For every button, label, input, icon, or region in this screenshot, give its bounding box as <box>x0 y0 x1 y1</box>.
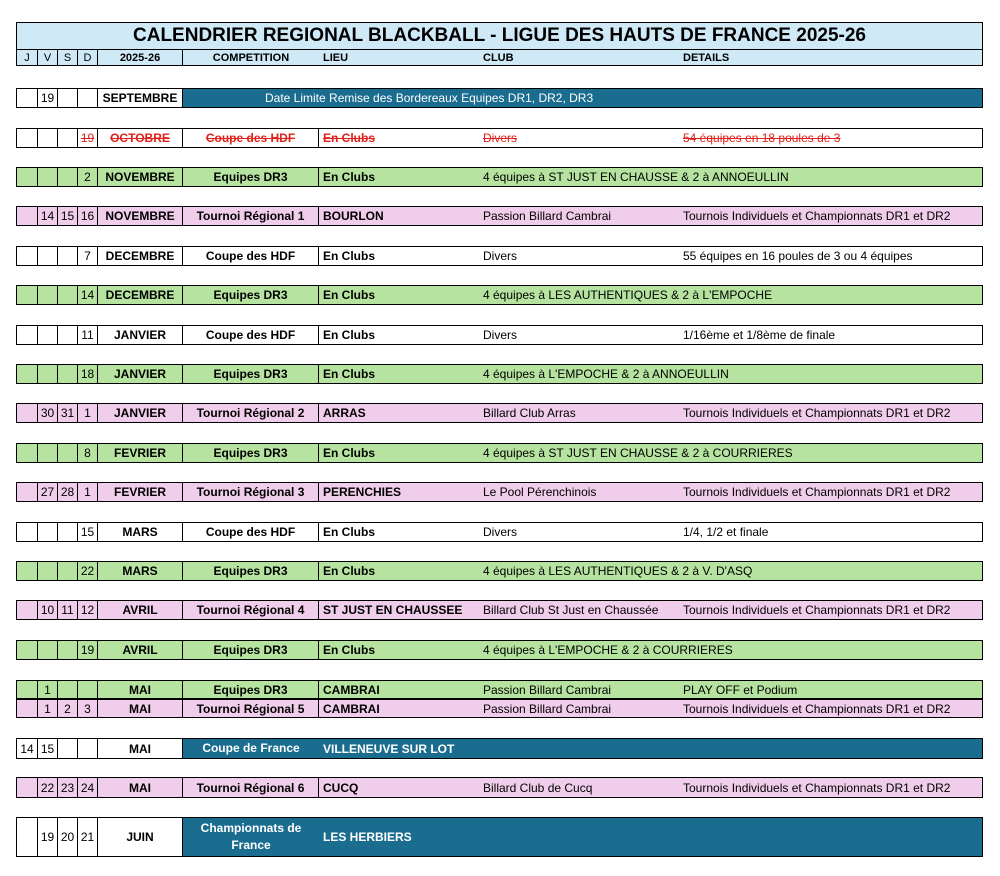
cell-competition: Equipes DR3 <box>183 168 319 186</box>
cell-month: MARS <box>98 562 183 580</box>
cell-month: MAI <box>98 681 183 698</box>
cell-lieu: CAMBRAI <box>323 682 380 697</box>
cell-lieu: En Clubs <box>323 328 376 342</box>
cell-j <box>17 247 38 265</box>
cell-v <box>38 444 58 462</box>
cell-details: Tournois Individuels et Championnats DR1 et DR2 <box>683 406 951 420</box>
cell-j <box>17 818 38 856</box>
table-row <box>16 600 983 620</box>
cell-club: Billard Club Arras <box>483 406 576 420</box>
cell-v <box>38 562 58 580</box>
cell-competition: Coupe des HDF <box>183 129 319 147</box>
table-row <box>16 167 983 187</box>
cell-d: 1 <box>78 404 98 422</box>
cell-lieu: En Clubs <box>323 564 376 578</box>
cell-lieu: VILLENEUVE SUR LOT <box>323 741 455 756</box>
cell-j: 14 <box>17 739 38 758</box>
cell-j <box>17 404 38 422</box>
cell-d: 14 <box>78 286 98 304</box>
cell-details: Tournois Individuels et Championnats DR1 et DR2 <box>683 209 951 223</box>
cell-competition: Championnats de France <box>200 821 302 852</box>
cell-v <box>38 286 58 304</box>
cell-s <box>58 681 78 698</box>
cell-v: 19 <box>38 89 58 107</box>
cell-j <box>17 89 38 107</box>
cell-j <box>17 168 38 186</box>
cell-lieu: LES HERBIERS <box>323 830 412 844</box>
cell-lieu: En Clubs <box>323 367 376 381</box>
header-details: DETAILS <box>683 51 730 64</box>
cell-lieu: En Clubs <box>323 446 376 460</box>
cell-details <box>679 365 982 383</box>
cell-d: 15 <box>78 523 98 541</box>
cell-lieu: BOURLON <box>323 209 384 223</box>
cell-s <box>58 444 78 462</box>
cell-details: 1/4, 1/2 et finale <box>683 525 769 539</box>
cell-d: 1 <box>78 483 98 501</box>
cell-month: NOVEMBRE <box>98 207 183 225</box>
cell-lieu: En Clubs <box>323 131 376 145</box>
cell-month: DECEMBRE <box>98 247 183 265</box>
cell-competition: Coupe des HDF <box>183 523 319 541</box>
table-row <box>16 88 983 108</box>
cell-v: 1 <box>38 700 58 717</box>
cell-v: 22 <box>38 778 58 797</box>
cell-competition: Coupe des HDF <box>183 247 319 265</box>
cell-competition: Tournoi Régional 2 <box>183 404 319 422</box>
cell-j <box>17 207 38 225</box>
cell-d <box>78 681 98 698</box>
table-row <box>16 777 983 798</box>
table-row <box>16 817 983 857</box>
cell-v: 15 <box>38 739 58 758</box>
cell-club: 4 équipes à ST JUST EN CHAUSSE & 2 à ANNOEULLIN <box>483 170 789 184</box>
cell-d: 19 <box>78 641 98 659</box>
cell-competition: Tournoi Régional 5 <box>183 700 319 717</box>
cell-month: DECEMBRE <box>98 286 183 304</box>
table-row <box>16 699 983 718</box>
cell-s: 2 <box>58 700 78 717</box>
cell-v: 14 <box>38 207 58 225</box>
cell-month: JANVIER <box>98 365 183 383</box>
cell-d: 8 <box>78 444 98 462</box>
cell-v: 1 <box>38 681 58 698</box>
cell-d: 21 <box>78 818 98 856</box>
cell-club: Le Pool Pérenchinois <box>483 485 597 499</box>
cell-month: MAI <box>98 700 183 717</box>
cell-competition: Equipes DR3 <box>183 365 319 383</box>
cell-d: 22 <box>78 562 98 580</box>
cell-s <box>58 129 78 147</box>
cell-d <box>78 89 98 107</box>
cell-lieu: En Clubs <box>323 525 376 539</box>
cell-s <box>58 247 78 265</box>
header-lieu: LIEU <box>323 51 349 64</box>
cell-v: 19 <box>38 818 58 856</box>
cell-j <box>17 681 38 698</box>
cell-club: Divers <box>483 328 518 342</box>
cell-v <box>38 523 58 541</box>
table-row <box>16 738 983 759</box>
cell-details: Tournois Individuels et Championnats DR1 et DR2 <box>683 603 951 617</box>
cell-details <box>679 562 982 580</box>
cell-details <box>679 286 982 304</box>
cell-v: 30 <box>38 404 58 422</box>
cell-j <box>17 365 38 383</box>
cell-details: 1/16ème et 1/8ème de finale <box>683 328 836 342</box>
cell-v <box>38 365 58 383</box>
cell-month: FEVRIER <box>98 483 183 501</box>
cell-j <box>17 523 38 541</box>
cell-s <box>58 89 78 107</box>
cell-lieu: En Clubs <box>323 288 376 302</box>
cell-details: Tournois Individuels et Championnats DR1 et DR2 <box>683 485 951 499</box>
cell-j <box>17 778 38 797</box>
cell-d <box>78 739 98 758</box>
cell-competition: Tournoi Régional 3 <box>183 483 319 501</box>
header-club: CLUB <box>483 51 514 64</box>
cell-month: MARS <box>98 523 183 541</box>
cell-j <box>17 326 38 344</box>
cell-s <box>58 739 78 758</box>
cell-j <box>17 444 38 462</box>
cell-s <box>58 641 78 659</box>
cell-month: MAI <box>98 739 183 758</box>
cell-d: 18 <box>78 365 98 383</box>
table-row <box>16 561 983 581</box>
cell-d: 12 <box>78 601 98 619</box>
cell-details <box>679 444 982 462</box>
cell-d: 24 <box>78 778 98 797</box>
cell-month: JANVIER <box>98 326 183 344</box>
cell-club: Billard Club St Just en Chaussée <box>483 603 659 617</box>
cell-v: 27 <box>38 483 58 501</box>
cell-lieu: ARRAS <box>323 406 366 420</box>
cell-club: Divers <box>483 131 518 145</box>
deadline-banner: Date Limite Remise des Bordereaux Equipes DR1, DR2, DR3 <box>183 89 982 107</box>
cell-club: 4 équipes à ST JUST EN CHAUSSE & 2 à COURRIERES <box>483 446 793 460</box>
cell-d: 3 <box>78 700 98 717</box>
cell-s <box>58 523 78 541</box>
cell-month: OCTOBRE <box>98 129 183 147</box>
cell-v <box>38 641 58 659</box>
cell-lieu: En Clubs <box>323 643 376 657</box>
cell-d: 7 <box>78 247 98 265</box>
cell-j <box>17 562 38 580</box>
cell-j <box>17 601 38 619</box>
cell-s <box>58 286 78 304</box>
cell-details: 54 équipes en 18 poules de 3 <box>683 131 841 145</box>
cell-details: 55 équipes en 16 poules de 3 ou 4 équipes <box>683 249 913 263</box>
cell-s <box>58 365 78 383</box>
table-row <box>16 680 983 699</box>
cell-s <box>58 562 78 580</box>
cell-details: PLAY OFF et Podium <box>683 682 798 697</box>
header-season: 2025-26 <box>98 50 183 65</box>
cell-details: Tournois Individuels et Championnats DR1 et DR2 <box>683 780 951 795</box>
cell-club: 4 équipes à L'EMPOCHE & 2 à COURRIERES <box>483 643 733 657</box>
cell-competition: Tournoi Régional 4 <box>183 601 319 619</box>
table-row <box>16 246 983 266</box>
table-row <box>16 522 983 542</box>
cell-details: Tournois Individuels et Championnats DR1 et DR2 <box>683 701 951 716</box>
cell-v <box>38 247 58 265</box>
cell-competition: Coupe de France <box>202 741 300 755</box>
cell-j <box>17 129 38 147</box>
header-j: J <box>17 50 38 65</box>
cell-lieu: ST JUST EN CHAUSSEE <box>323 603 463 617</box>
cell-j <box>17 483 38 501</box>
cell-competition: Equipes DR3 <box>183 681 319 698</box>
cell-club: Divers <box>483 249 518 263</box>
cell-month: MAI <box>98 778 183 797</box>
cell-month: NOVEMBRE <box>98 168 183 186</box>
cell-s: 11 <box>58 601 78 619</box>
cell-s: 28 <box>58 483 78 501</box>
cell-d: 19 <box>78 129 98 147</box>
cell-club: 4 équipes à LES AUTHENTIQUES & 2 à L'EMPOCHE <box>483 288 773 302</box>
header-d: D <box>78 50 98 65</box>
cell-month: JUIN <box>98 818 183 856</box>
cell-v <box>38 129 58 147</box>
calendar-title: CALENDRIER REGIONAL BLACKBALL - LIGUE DES HAUTS DE FRANCE 2025-26 <box>16 22 983 49</box>
cell-j <box>17 700 38 717</box>
table-row <box>16 482 983 502</box>
cell-club: Passion Billard Cambrai <box>483 682 612 697</box>
cell-s: 15 <box>58 207 78 225</box>
table-row <box>16 325 983 345</box>
header-competition: COMPETITION <box>212 51 290 64</box>
cell-v: 10 <box>38 601 58 619</box>
cell-club: Divers <box>483 525 518 539</box>
cell-lieu: PERENCHIES <box>323 485 402 499</box>
cell-competition: Tournoi Régional 6 <box>183 778 319 797</box>
cell-s <box>58 326 78 344</box>
cell-club: Passion Billard Cambrai <box>483 209 612 223</box>
cell-lieu: CUCQ <box>323 780 359 795</box>
cell-month: FEVRIER <box>98 444 183 462</box>
table-row <box>16 206 983 226</box>
cell-d: 11 <box>78 326 98 344</box>
cell-j <box>17 286 38 304</box>
cell-details <box>679 168 982 186</box>
cell-v <box>38 168 58 186</box>
cell-competition: Equipes DR3 <box>183 641 319 659</box>
cell-month: AVRIL <box>98 601 183 619</box>
cell-competition: Coupe des HDF <box>183 326 319 344</box>
table-row <box>16 285 983 305</box>
header-s: S <box>58 50 78 65</box>
table-row <box>16 640 983 660</box>
cell-s: 31 <box>58 404 78 422</box>
cell-club: 4 équipes à L'EMPOCHE & 2 à ANNOEULLIN <box>483 367 729 381</box>
cell-v <box>38 326 58 344</box>
table-row <box>16 364 983 384</box>
cell-competition: Equipes DR3 <box>183 286 319 304</box>
cell-club: 4 équipes à LES AUTHENTIQUES & 2 à V. D'ASQ <box>483 564 753 578</box>
cell-club: Passion Billard Cambrai <box>483 701 612 716</box>
cell-details <box>679 641 982 659</box>
table-row <box>16 403 983 423</box>
cell-month: SEPTEMBRE <box>98 89 183 107</box>
table-row <box>16 128 983 148</box>
cell-competition: Tournoi Régional 1 <box>183 207 319 225</box>
cell-lieu: En Clubs <box>323 249 376 263</box>
cell-s: 23 <box>58 778 78 797</box>
cell-s: 20 <box>58 818 78 856</box>
cell-competition: Equipes DR3 <box>183 562 319 580</box>
cell-d: 2 <box>78 168 98 186</box>
cell-competition: Equipes DR3 <box>183 444 319 462</box>
cell-club: Billard Club de Cucq <box>483 780 593 795</box>
cell-j <box>17 641 38 659</box>
cell-d: 16 <box>78 207 98 225</box>
cell-s <box>58 168 78 186</box>
table-row <box>16 443 983 463</box>
cell-month: AVRIL <box>98 641 183 659</box>
header-v: V <box>38 50 58 65</box>
cell-month: JANVIER <box>98 404 183 422</box>
cell-lieu: CAMBRAI <box>323 701 380 716</box>
header-row <box>16 49 983 66</box>
cell-lieu: En Clubs <box>323 170 376 184</box>
